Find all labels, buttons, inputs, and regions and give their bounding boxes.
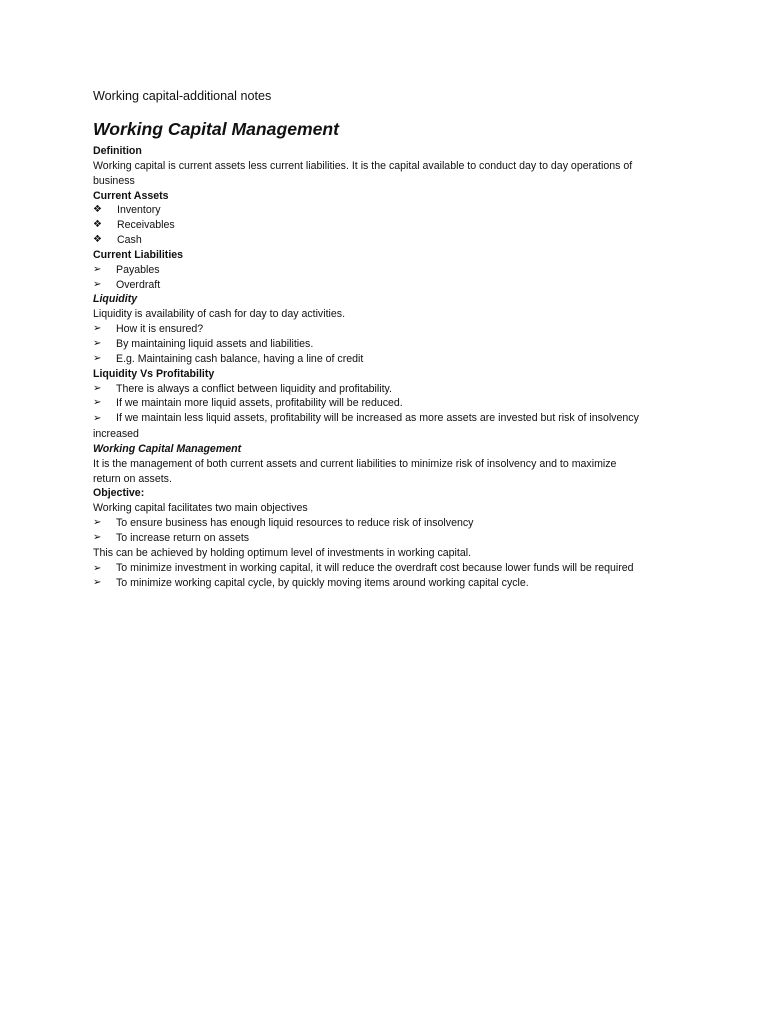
list-item bbox=[93, 218, 668, 233]
page-title: Working Capital Management bbox=[93, 119, 340, 139]
arrow-bullet-icon: ➢ bbox=[93, 413, 102, 425]
list-item-text: There is always a conflict between liquidity and profitability. bbox=[116, 382, 392, 395]
arrow-bullet-icon: ➢ bbox=[93, 562, 102, 574]
list-item bbox=[93, 411, 643, 427]
objective-text: Working capital facilitates two main objectives bbox=[93, 502, 308, 515]
current-assets-heading: Current Assets bbox=[93, 189, 169, 202]
objective-heading: Objective: bbox=[93, 487, 145, 500]
definition-text: Working capital is current assets less current liabilities. It is the capital available to conduct day to day operations of bbox=[93, 159, 633, 172]
arrow-bullet-icon: ➢ bbox=[93, 352, 102, 364]
list-item-text: E.g. Maintaining cash balance, having a line of credit bbox=[116, 352, 364, 365]
list-item-text: To minimize investment in working capital, it will reduce the overdraft cost because lower funds will be required bbox=[116, 561, 634, 574]
definition-text-continuation: business bbox=[93, 174, 135, 187]
diamond-bullet-icon: ❖ bbox=[93, 234, 102, 246]
definition-heading: Definition bbox=[93, 145, 142, 157]
list-item-text: Inventory bbox=[117, 204, 161, 217]
liquidity-vs-profitability-heading: Liquidity Vs Profitability bbox=[93, 367, 215, 380]
list-item-text: To ensure business has enough liquid resources to reduce risk of insolvency bbox=[116, 517, 474, 530]
list-item bbox=[93, 396, 668, 411]
list-item-text: If we maintain more liquid assets, profitability will be reduced. bbox=[116, 397, 403, 410]
current-liabilities-heading: Current Liabilities bbox=[93, 248, 184, 261]
wcm-text: It is the management of both current assets and current liabilities to minimize risk of insolvency and to maximize return on assets. bbox=[93, 457, 617, 485]
list-item bbox=[93, 516, 668, 531]
list-item-text: How it is ensured? bbox=[116, 323, 204, 336]
list-item bbox=[93, 263, 668, 278]
list-item bbox=[93, 561, 658, 577]
document-header: Working capital-additional notes bbox=[93, 89, 272, 103]
arrow-bullet-icon: ➢ bbox=[93, 337, 102, 349]
list-item bbox=[93, 322, 668, 337]
list-item-text: To increase return on assets bbox=[116, 531, 250, 544]
arrow-bullet-icon: ➢ bbox=[93, 517, 102, 529]
arrow-bullet-icon: ➢ bbox=[93, 323, 102, 335]
document-page bbox=[93, 88, 668, 591]
list-item-text: Payables bbox=[116, 263, 160, 276]
arrow-bullet-icon: ➢ bbox=[93, 397, 102, 409]
arrow-bullet-icon: ➢ bbox=[93, 577, 102, 589]
list-item-text: By maintaining liquid assets and liabilities. bbox=[116, 337, 314, 350]
liquidity-heading: Liquidity bbox=[93, 293, 138, 306]
list-item-text: Receivables bbox=[117, 219, 175, 232]
list-item-continuation: increased bbox=[93, 428, 139, 441]
arrow-bullet-icon: ➢ bbox=[93, 382, 102, 394]
list-item bbox=[93, 337, 668, 352]
arrow-bullet-icon: ➢ bbox=[93, 531, 102, 543]
diamond-bullet-icon: ❖ bbox=[93, 204, 102, 216]
arrow-bullet-icon: ➢ bbox=[93, 278, 102, 290]
list-item bbox=[93, 382, 668, 397]
wcm-heading: Working Capital Management bbox=[93, 442, 242, 455]
list-item bbox=[93, 576, 668, 591]
list-item bbox=[93, 278, 668, 293]
liquidity-text: Liquidity is availability of cash for day to day activities. bbox=[93, 308, 346, 321]
arrow-bullet-icon: ➢ bbox=[93, 263, 102, 275]
list-item-text: To minimize working capital cycle, by quickly moving items around working capital cycle. bbox=[116, 577, 529, 590]
list-item bbox=[93, 352, 668, 367]
list-item-text: If we maintain less liquid assets, profitability will be increased as more assets are invested but risk of insolvency bbox=[116, 412, 639, 425]
list-item bbox=[93, 233, 668, 248]
list-item bbox=[93, 203, 668, 218]
list-item bbox=[93, 531, 668, 546]
list-item-text: Overdraft bbox=[116, 278, 161, 291]
list-item-text: Cash bbox=[117, 234, 142, 247]
achieved-text: This can be achieved by holding optimum level of investments in working capital. bbox=[93, 546, 472, 559]
diamond-bullet-icon: ❖ bbox=[93, 219, 102, 231]
